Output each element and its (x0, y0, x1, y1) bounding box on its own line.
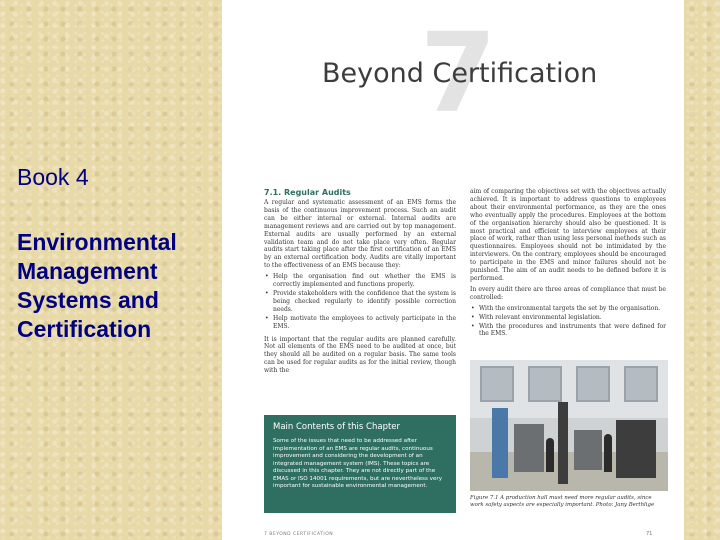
running-footer: 7 BEYOND CERTIFICATION (264, 532, 334, 537)
right-text-column (470, 188, 666, 343)
production-hall-photo (470, 360, 668, 491)
photo-machine (616, 420, 656, 478)
photo-machine (492, 408, 508, 478)
paragraph: aim of comparing the objectives set with the objectives actually achieved. It is important to address questions to employees about their environmental performance, as they are the ones who eventually apply the procedures. Employees at the bottom of the organisation hierarchy should also be questioned. It is most practical and efficient to interview employees at their place of work, rather than using less personal methods such as questionnaires. Employees should not be intimidated by the interviewers. On the contrary, employees should be encouraged to participate in the EMS and minor failures should not be punished. The aim of an audit needs to be defined before it is performed. (470, 188, 666, 282)
paragraph: A regular and systematic assessment of an EMS forms the basis of the continuous improvement process. Such an audit can be either internal or external. Internal audits are management reviews and are carried out by top management. External audits are usually performed by an external validation team and do not take place very often. Regular audits start taking place after the first certification of an EMS by an external certification body. Audits are vitally important to the effectiveness of an EMS because they: (264, 199, 456, 270)
bullet-list (264, 273, 456, 330)
subject-title: Environmental Management Systems and Certification (17, 229, 177, 342)
paragraph: It is important that the regular audits are planned carefully. Not all elements of the EMS need to be audited at once, but they should all be audited on a regular basis. The same tools can be used for regular audits as for the initial review, though with the (264, 335, 456, 375)
paragraph: In every audit there are three areas of compliance that must be controlled: (470, 285, 666, 301)
list-item: • Help motivate the employees to actively participate in the EMS. (264, 315, 456, 331)
photo-machine (514, 424, 544, 472)
chapter-number: 7 (420, 9, 497, 137)
slide-title-block (17, 163, 217, 344)
book-label: Book 4 (17, 164, 89, 190)
left-text-column (264, 199, 456, 378)
box-text: Some of the issues that need to be addressed after implementation of an EMS are regular audits, continuous improvement and considering the development of an integrated management system (IMS). These topics are discussed in this chapter. They are not directly part of the EMAS or ISO 14001 requirements, but are nevertheless very important for sustainable environmental management. (273, 438, 443, 489)
book-page-image (222, 0, 684, 540)
bullet-list (470, 305, 666, 339)
page-number: 71 (646, 531, 653, 537)
chapter-title: Beyond Certification (322, 58, 598, 89)
list-item: • With relevant environmental legislation. (470, 314, 666, 322)
list-item: • Help the organisation find out whether the EMS is correctly implemented and functions properly. (264, 273, 456, 289)
chapter-contents-box (264, 415, 456, 513)
photo-machine (574, 430, 602, 470)
photo-worker (604, 434, 612, 472)
box-title: Main Contents of this Chapter (273, 422, 401, 432)
list-item: • Provide stakeholders with the confidence that the system is being checked regularly to identify possible correction needs. (264, 290, 456, 314)
figure-caption: Figure 7.1 A production hall must need more regular audits, since work safety aspects are especially important. Photo: Jany Berthlige (470, 495, 655, 508)
photo-worker (546, 438, 554, 472)
photo-window (480, 366, 514, 402)
photo-machine (558, 402, 568, 484)
photo-window (576, 366, 610, 402)
photo-window (528, 366, 562, 402)
section-heading: 7.1. Regular Audits (264, 188, 351, 197)
list-item: • With the procedures and instruments that were defined for the EMS. (470, 323, 666, 339)
photo-window (624, 366, 658, 402)
list-item: • With the environmental targets the set by the organisation. (470, 305, 666, 313)
